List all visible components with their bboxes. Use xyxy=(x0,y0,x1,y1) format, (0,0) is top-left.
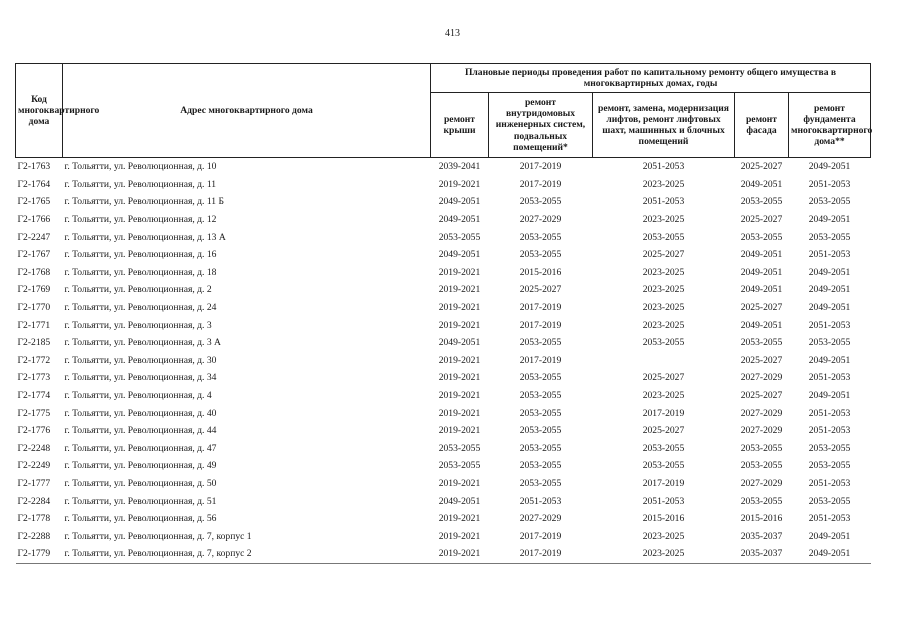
table-row xyxy=(16,299,871,317)
table-row xyxy=(16,264,871,282)
cell-foundation: 2049-2051 xyxy=(808,302,851,314)
header-facade: ремонт фасада xyxy=(735,93,789,158)
cell-systems: 2053-2055 xyxy=(519,407,562,419)
header-periods: Плановые периоды проведения работ по капитальному ремонту общего имущества в многоквартирных домах, годы xyxy=(431,64,871,93)
cell-systems: 2017-2019 xyxy=(519,354,562,366)
cell-systems: 2053-2055 xyxy=(519,372,562,384)
cell-code: Г2-1765 xyxy=(17,196,51,208)
cell-address: г. Тольятти, ул. Революционная, д. 11 Б xyxy=(64,196,224,208)
cell-elevators: 2025-2027 xyxy=(642,249,685,261)
cell-systems: 2053-2055 xyxy=(519,231,562,243)
cell-address: г. Тольятти, ул. Революционная, д. 50 xyxy=(64,477,217,489)
cell-elevators: 2023-2025 xyxy=(642,302,685,314)
table-row xyxy=(16,440,871,458)
header-systems: ремонт внутридомовых инженерных систем, подвальных помещений* xyxy=(489,93,593,158)
cell-roof: 2019-2021 xyxy=(438,407,481,419)
cell-systems: 2027-2029 xyxy=(519,513,562,525)
cell-foundation: 2053-2055 xyxy=(808,460,851,472)
table-row xyxy=(16,246,871,264)
cell-elevators xyxy=(593,352,735,370)
cell-roof: 2053-2055 xyxy=(438,231,481,243)
table-row xyxy=(16,193,871,211)
cell-address: г. Тольятти, ул. Революционная, д. 34 xyxy=(64,372,217,384)
cell-roof: 2019-2021 xyxy=(438,319,481,331)
cell-foundation: 2049-2051 xyxy=(808,266,851,278)
table-row xyxy=(16,527,871,545)
cell-code: Г2-1764 xyxy=(17,178,51,190)
cell-code: Г2-2288 xyxy=(17,530,51,542)
cell-roof: 2039-2041 xyxy=(438,161,481,173)
cell-roof: 2019-2021 xyxy=(438,477,481,489)
cell-code: Г2-1768 xyxy=(17,266,51,278)
cell-facade: 2053-2055 xyxy=(740,460,783,472)
cell-foundation: 2053-2055 xyxy=(808,196,851,208)
cell-address: г. Тольятти, ул. Революционная, д. 47 xyxy=(64,442,217,454)
cell-elevators: 2053-2055 xyxy=(642,231,685,243)
cell-address: г. Тольятти, ул. Революционная, д. 56 xyxy=(64,513,217,525)
cell-foundation: 2049-2051 xyxy=(808,161,851,173)
cell-systems: 2053-2055 xyxy=(519,337,562,349)
cell-foundation: 2051-2053 xyxy=(808,249,851,261)
cell-elevators: 2025-2027 xyxy=(642,425,685,437)
cell-foundation: 2053-2055 xyxy=(808,442,851,454)
cell-elevators: 2053-2055 xyxy=(642,460,685,472)
cell-elevators: 2023-2025 xyxy=(642,284,685,296)
cell-foundation: 2049-2051 xyxy=(808,530,851,542)
cell-systems: 2017-2019 xyxy=(519,161,562,173)
cell-address: г. Тольятти, ул. Революционная, д. 11 xyxy=(64,178,217,190)
cell-systems: 2017-2019 xyxy=(519,178,562,190)
cell-facade: 2049-2051 xyxy=(740,284,783,296)
cell-foundation: 2051-2053 xyxy=(808,178,851,190)
cell-foundation: 2051-2053 xyxy=(808,477,851,489)
cell-foundation: 2053-2055 xyxy=(808,495,851,507)
table-row xyxy=(16,228,871,246)
cell-systems: 2053-2055 xyxy=(519,460,562,472)
cell-foundation: 2049-2051 xyxy=(808,214,851,226)
cell-foundation: 2049-2051 xyxy=(808,284,851,296)
cell-facade: 2053-2055 xyxy=(740,495,783,507)
cell-roof: 2049-2051 xyxy=(438,249,481,261)
cell-code: Г2-1779 xyxy=(16,545,63,563)
cell-facade: 2015-2016 xyxy=(740,513,783,525)
cell-roof: 2053-2055 xyxy=(438,460,481,472)
cell-elevators: 2017-2019 xyxy=(642,407,685,419)
cell-code: Г2-1778 xyxy=(17,513,51,525)
cell-roof: 2049-2051 xyxy=(438,337,481,349)
header-foundation: ремонт фундамента многоквартирного дома** xyxy=(789,93,871,158)
table-row xyxy=(16,387,871,405)
cell-address: г. Тольятти, ул. Революционная, д. 16 xyxy=(64,249,217,261)
cell-facade: 2025-2027 xyxy=(740,302,783,314)
cell-elevators: 2051-2053 xyxy=(642,196,685,208)
table-row xyxy=(16,369,871,387)
cell-facade: 2025-2027 xyxy=(740,390,783,402)
cell-elevators: 2015-2016 xyxy=(642,513,685,525)
cell-elevators: 2017-2019 xyxy=(642,477,685,489)
cell-systems: 2017-2019 xyxy=(519,319,562,331)
cell-roof: 2019-2021 xyxy=(431,545,489,563)
header-code: Код многоквартирного дома xyxy=(16,64,63,158)
cell-facade: 2035-2037 xyxy=(735,545,789,563)
cell-roof: 2019-2021 xyxy=(438,425,481,437)
cell-facade: 2027-2029 xyxy=(740,407,783,419)
cell-systems: 2053-2055 xyxy=(519,442,562,454)
capital-repair-table xyxy=(15,63,871,564)
cell-address: г. Тольятти, ул. Революционная, д. 3 xyxy=(64,319,212,331)
cell-address: г. Тольятти, ул. Революционная, д. 18 xyxy=(64,266,217,278)
cell-elevators: 2053-2055 xyxy=(642,337,685,349)
cell-facade: 2049-2051 xyxy=(740,178,783,190)
cell-roof: 2019-2021 xyxy=(438,354,481,366)
cell-foundation: 2053-2055 xyxy=(808,231,851,243)
cell-facade: 2053-2055 xyxy=(740,337,783,349)
cell-roof: 2049-2051 xyxy=(438,196,481,208)
cell-code: Г2-1774 xyxy=(17,390,51,402)
cell-code: Г2-1775 xyxy=(17,407,51,419)
table-row xyxy=(16,352,871,370)
cell-elevators: 2023-2025 xyxy=(642,319,685,331)
cell-foundation: 2051-2053 xyxy=(808,319,851,331)
cell-facade: 2027-2029 xyxy=(740,425,783,437)
cell-address: г. Тольятти, ул. Революционная, д. 49 xyxy=(64,460,217,472)
cell-foundation: 2051-2053 xyxy=(808,372,851,384)
cell-foundation: 2051-2053 xyxy=(808,425,851,437)
cell-roof: 2019-2021 xyxy=(438,178,481,190)
table-row xyxy=(16,158,871,176)
cell-facade: 2035-2037 xyxy=(740,530,783,542)
cell-foundation: 2051-2053 xyxy=(808,407,851,419)
cell-systems: 2051-2053 xyxy=(519,495,562,507)
cell-address: г. Тольятти, ул. Революционная, д. 51 xyxy=(64,495,217,507)
cell-code: Г2-2248 xyxy=(17,442,51,454)
cell-address: г. Тольятти, ул. Революционная, д. 7, корпус 2 xyxy=(63,545,431,563)
table-row xyxy=(16,422,871,440)
header-roof: ремонт крыши xyxy=(431,93,489,158)
table-body xyxy=(16,158,871,564)
cell-address: г. Тольятти, ул. Революционная, д. 3 А xyxy=(64,337,221,349)
header-elevators: ремонт, замена, модернизация лифтов, ремонт лифтовых шахт, машинных и блочных помещений xyxy=(593,93,735,158)
cell-code: Г2-1773 xyxy=(17,372,51,384)
cell-elevators: 2053-2055 xyxy=(642,442,685,454)
cell-systems: 2053-2055 xyxy=(519,425,562,437)
cell-systems: 2053-2055 xyxy=(519,196,562,208)
cell-facade: 2049-2051 xyxy=(740,319,783,331)
cell-facade: 2027-2029 xyxy=(740,372,783,384)
cell-address: г. Тольятти, ул. Революционная, д. 24 xyxy=(64,302,217,314)
table-row xyxy=(16,475,871,493)
cell-foundation: 2049-2051 xyxy=(808,390,851,402)
table-row xyxy=(16,211,871,229)
cell-roof: 2019-2021 xyxy=(438,372,481,384)
cell-systems: 2053-2055 xyxy=(519,390,562,402)
cell-roof: 2053-2055 xyxy=(438,442,481,454)
cell-code: Г2-2247 xyxy=(17,231,51,243)
cell-systems: 2017-2019 xyxy=(519,530,562,542)
cell-address: г. Тольятти, ул. Революционная, д. 12 xyxy=(64,214,217,226)
cell-facade: 2025-2027 xyxy=(740,214,783,226)
cell-roof: 2019-2021 xyxy=(438,302,481,314)
cell-code: Г2-2249 xyxy=(17,460,51,472)
table-row xyxy=(16,457,871,475)
cell-roof: 2019-2021 xyxy=(438,390,481,402)
cell-facade: 2053-2055 xyxy=(740,196,783,208)
cell-code: Г2-1776 xyxy=(17,425,51,437)
cell-code: Г2-1769 xyxy=(17,284,51,296)
cell-address: г. Тольятти, ул. Революционная, д. 13 А xyxy=(64,231,226,243)
cell-systems: 2027-2029 xyxy=(519,214,562,226)
table-row xyxy=(16,492,871,510)
cell-elevators: 2051-2053 xyxy=(642,495,685,507)
cell-foundation: 2051-2053 xyxy=(808,513,851,525)
cell-code: Г2-1767 xyxy=(17,249,51,261)
cell-facade: 2025-2027 xyxy=(740,161,783,173)
cell-roof: 2019-2021 xyxy=(438,530,481,542)
cell-elevators: 2023-2025 xyxy=(642,530,685,542)
cell-code: Г2-1763 xyxy=(17,161,51,173)
cell-systems: 2017-2019 xyxy=(489,545,593,563)
cell-code: Г2-1771 xyxy=(17,319,51,331)
cell-elevators: 2025-2027 xyxy=(642,372,685,384)
cell-address: г. Тольятти, ул. Революционная, д. 10 xyxy=(64,161,217,173)
table-row xyxy=(16,334,871,352)
cell-code: Г2-2284 xyxy=(17,495,51,507)
cell-roof: 2049-2051 xyxy=(438,214,481,226)
cell-code: Г2-2185 xyxy=(17,337,51,349)
cell-elevators: 2023-2025 xyxy=(642,390,685,402)
cell-address: г. Тольятти, ул. Революционная, д. 30 xyxy=(64,354,217,366)
cell-code: Г2-1772 xyxy=(17,354,51,366)
cell-foundation: 2049-2051 xyxy=(808,354,851,366)
cell-facade: 2053-2055 xyxy=(740,442,783,454)
cell-foundation: 2053-2055 xyxy=(808,337,851,349)
cell-code: Г2-1766 xyxy=(17,214,51,226)
cell-elevators: 2023-2025 xyxy=(642,178,685,190)
cell-systems: 2015-2016 xyxy=(519,266,562,278)
cell-elevators: 2023-2025 xyxy=(593,545,735,563)
cell-address: г. Тольятти, ул. Революционная, д. 40 xyxy=(64,407,217,419)
cell-systems: 2017-2019 xyxy=(519,302,562,314)
table-row xyxy=(16,281,871,299)
cell-elevators: 2051-2053 xyxy=(642,161,685,173)
cell-elevators: 2023-2025 xyxy=(642,266,685,278)
cell-facade: 2049-2051 xyxy=(740,249,783,261)
cell-systems: 2053-2055 xyxy=(519,477,562,489)
cell-address: г. Тольятти, ул. Революционная, д. 4 xyxy=(64,390,212,402)
cell-systems: 2025-2027 xyxy=(519,284,562,296)
cell-address: г. Тольятти, ул. Революционная, д. 2 xyxy=(64,284,212,296)
cell-facade: 2025-2027 xyxy=(740,354,783,366)
table-row xyxy=(16,316,871,334)
table-row xyxy=(16,510,871,528)
cell-code: Г2-1770 xyxy=(17,302,51,314)
cell-address: г. Тольятти, ул. Революционная, д. 7, корпус 1 xyxy=(64,530,252,542)
header-address: Адрес многоквартирного дома xyxy=(63,64,431,158)
cell-systems: 2053-2055 xyxy=(519,249,562,261)
page-number: 413 xyxy=(445,28,460,39)
table-row xyxy=(16,545,871,563)
table-row xyxy=(16,176,871,194)
cell-facade: 2027-2029 xyxy=(740,477,783,489)
cell-roof: 2049-2051 xyxy=(438,495,481,507)
cell-roof: 2019-2021 xyxy=(438,284,481,296)
cell-foundation: 2049-2051 xyxy=(789,545,871,563)
cell-address: г. Тольятти, ул. Революционная, д. 44 xyxy=(64,425,217,437)
cell-roof: 2019-2021 xyxy=(438,266,481,278)
cell-code: Г2-1777 xyxy=(17,477,51,489)
table-row xyxy=(16,404,871,422)
cell-roof: 2019-2021 xyxy=(438,513,481,525)
cell-facade: 2053-2055 xyxy=(740,231,783,243)
cell-elevators: 2023-2025 xyxy=(642,214,685,226)
cell-facade: 2049-2051 xyxy=(740,266,783,278)
